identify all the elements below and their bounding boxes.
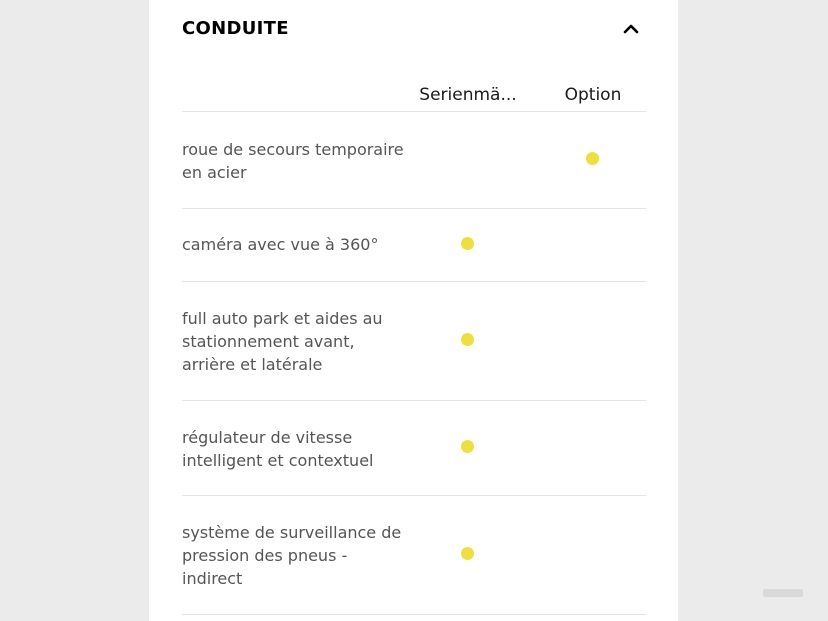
column-headers	[182, 80, 646, 112]
option-indicator-dot	[586, 152, 599, 165]
table-row	[182, 496, 646, 615]
standard-indicator-dot	[461, 440, 474, 453]
table-row	[182, 112, 646, 209]
watermark	[763, 589, 803, 597]
chevron-up-icon[interactable]	[617, 14, 645, 42]
standard-indicator-dot	[461, 237, 474, 250]
table-row	[182, 401, 646, 496]
section-title: CONDUITE	[182, 17, 289, 39]
equipment-panel	[149, 0, 678, 621]
row-label: régulateur de vitesse intelligent et contextuel	[182, 428, 374, 470]
section-header-conduite[interactable]	[182, 0, 645, 56]
row-label: roue de secours temporaire en acier	[182, 140, 404, 182]
standard-indicator-dot	[461, 333, 474, 346]
column-header-standard: Serienmä...	[419, 85, 517, 105]
table-row	[182, 209, 646, 282]
standard-indicator-dot	[461, 547, 474, 560]
table-row	[182, 282, 646, 401]
column-header-option: Option	[564, 85, 622, 105]
row-label: full auto park et aides au stationnement avant, arrière et latérale	[182, 309, 383, 374]
row-label: caméra avec vue à 360°	[182, 235, 379, 254]
row-label: système de surveillance de pression des pneus - indirect	[182, 523, 402, 588]
